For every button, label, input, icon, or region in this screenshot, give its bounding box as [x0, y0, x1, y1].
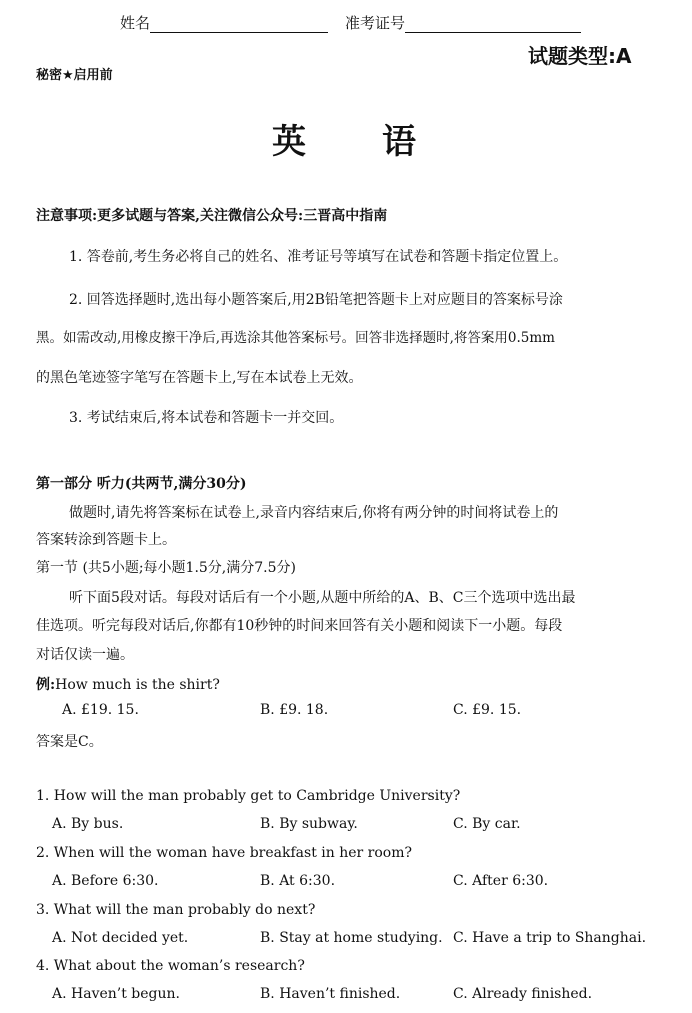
- notice-heading: 注意事项:更多试题与答案,关注微信公众号:三晋高中指南: [36, 208, 388, 224]
- notice-item-2-line-2: 黑。如需改动,用橡皮擦干净后,再选涂其他答案标号。回答非选择题时,将答案用0.5mm: [36, 330, 555, 346]
- example-option-a: A. £19. 15.: [62, 702, 139, 718]
- question-2: 2. When will the woman have breakfast in her room?: [36, 845, 412, 861]
- question-4-option-b: B. Haven’t finished.: [260, 986, 401, 1002]
- example-option-c: C. £9. 15.: [453, 702, 522, 718]
- question-1-option-a: A. By bus.: [52, 816, 124, 832]
- question-4-option-c: C. Already finished.: [453, 986, 593, 1002]
- part1-instruction-line-1: 做题时,请先将答案标在试卷上,录音内容结束后,你将有两分钟的时间将试卷上的: [69, 505, 559, 521]
- example-label: 例:: [36, 677, 56, 693]
- question-2-option-b: B. At 6:30.: [260, 873, 336, 889]
- name-label: 姓名: [120, 14, 151, 32]
- title-char-1: 英: [272, 122, 306, 162]
- notice-item-2-line-3: 的黑色笔迹签字笔写在答题卡上,写在本试卷上无效。: [36, 370, 363, 386]
- secret-label: 秘密★启用前: [36, 68, 113, 83]
- question-2-option-c: C. After 6:30.: [453, 873, 549, 889]
- question-1-option-b: B. By subway.: [260, 816, 358, 832]
- example-answer: 答案是C。: [36, 734, 103, 750]
- part1-heading: 第一部分 听力(共两节,满分30分): [36, 476, 247, 492]
- question-3-option-b: B. Stay at home studying.: [260, 930, 443, 946]
- title-char-2: 语: [382, 122, 416, 162]
- paper-type: 试题类型:A: [528, 44, 632, 68]
- section1-instruction-line-2: 佳选项。听完每段对话后,你都有10秒钟的时间来回答有关小题和阅读下一小题。每段: [36, 618, 563, 634]
- example-option-b: B. £9. 18.: [260, 702, 329, 718]
- section1-instruction-line-1: 听下面5段对话。每段对话后有一个小题,从题中所给的A、B、C三个选项中选出最: [69, 590, 576, 606]
- notice-item-2-line-1: 2. 回答选择题时,选出每小题答案后,用2B铅笔把答题卡上对应题目的答案标号涂: [69, 292, 563, 308]
- example-question: [36, 674, 220, 694]
- question-3-option-c: C. Have a trip to Shanghai.: [453, 930, 647, 946]
- name-blank: [150, 16, 328, 33]
- question-1: 1. How will the man probably get to Cambridge University?: [36, 788, 461, 804]
- part1-instruction-line-2: 答案转涂到答题卡上。: [36, 532, 176, 548]
- notice-item-1: 1. 答卷前,考生务必将自己的姓名、准考证号等填写在试卷和答题卡指定位置上。: [69, 249, 568, 265]
- notice-item-3: 3. 考试结束后,将本试卷和答题卡一并交回。: [69, 410, 344, 426]
- exam-id-label: 准考证号: [345, 14, 406, 32]
- section1-heading: 第一节 (共5小题;每小题1.5分,满分7.5分): [36, 560, 296, 576]
- exam-id-field: [345, 12, 581, 33]
- name-field: [120, 12, 328, 33]
- question-3-option-a: A. Not decided yet.: [52, 930, 189, 946]
- exam-id-blank: [405, 16, 581, 33]
- example-question-text: How much is the shirt?: [55, 677, 220, 693]
- question-4-option-a: A. Haven’t begun.: [52, 986, 180, 1002]
- question-3: 3. What will the man probably do next?: [36, 902, 316, 918]
- question-4: 4. What about the woman’s research?: [36, 958, 305, 974]
- section1-instruction-line-3: 对话仅读一遍。: [36, 647, 134, 663]
- question-2-option-a: A. Before 6:30.: [52, 873, 159, 889]
- question-1-option-c: C. By car.: [453, 816, 521, 832]
